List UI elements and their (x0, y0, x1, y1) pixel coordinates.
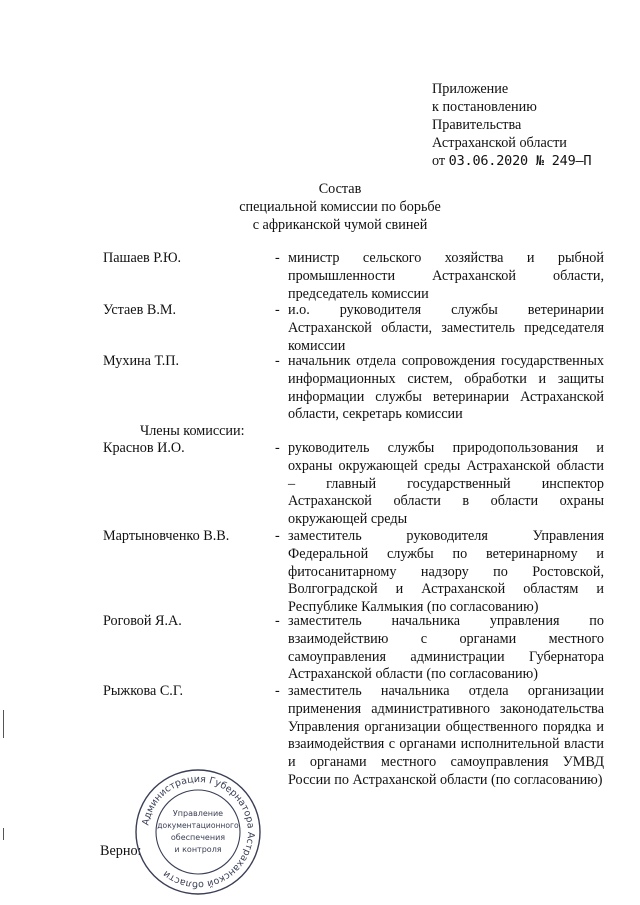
member-role: заместитель начальника управления по взаимодействию с органами местного самоуправления администрации Губернатора Астраханской области (по согласованию) (288, 613, 604, 683)
member-name: Мартыновченко В.В. (103, 528, 230, 544)
dash: - (275, 528, 280, 544)
appendix-date-prefix: от (432, 153, 446, 169)
appendix-date-number: 03.06.2020 № 249–П (448, 153, 592, 169)
stamp-line-2: документационного (157, 821, 239, 830)
title-line-1: Состав (318, 181, 362, 197)
dash: - (275, 250, 280, 266)
member-name: Краснов И.О. (103, 440, 185, 456)
appendix-block (432, 80, 591, 170)
member-role: заместитель начальника отдела организации применения административного законодательства Управления организации общественного порядка и взаимодействия с органами исполнительной власти и органами местного самоуправления УМВД России по Астраханской области (по согласованию) (288, 683, 604, 788)
member-role: начальник отдела сопровождения государственных информационных систем, обработки и защиты информации службы ветеринарии Астраханской области, секретарь комиссии (288, 353, 604, 423)
member-role: министр сельского хозяйства и рыбной промышленности Астраханской области, председатель комиссии (288, 250, 604, 302)
stamp-line-1: Управление (172, 809, 224, 818)
appendix-line-4: Астраханской области (432, 135, 567, 151)
stamp-ring-text: Администрация Губернатора Астраханской области (140, 773, 257, 891)
dash: - (275, 440, 280, 456)
member-name: Роговой Я.А. (103, 613, 182, 629)
scan-mark (3, 828, 4, 840)
member-name: Мухина Т.П. (103, 353, 180, 369)
dash: - (275, 302, 280, 318)
document-title (190, 180, 490, 234)
member-role: заместитель руководителя Управления Федеральной службы по ветеринарному и фитосанитарному надзору по Ростовской, Волгоградской и Астраханской областям и Республике Калмыкия (по согласованию) (288, 528, 604, 616)
stamp-line-3: обеспечения (170, 833, 226, 842)
official-stamp (134, 768, 262, 896)
member-name: Пашаев Р.Ю. (103, 250, 182, 266)
appendix-line-2: к постановлению (432, 99, 537, 115)
appendix-line-3: Правительства (432, 117, 522, 133)
dash: - (275, 613, 280, 629)
appendix-date-line (432, 152, 591, 170)
dash: - (275, 683, 280, 699)
stamp-line-4: и контроля (174, 845, 222, 854)
title-line-2: специальной комиссии по борьбе (239, 199, 441, 215)
member-name: Устаев В.М. (103, 302, 177, 318)
members-heading: Члены комиссии: (140, 423, 245, 439)
dash: - (275, 353, 280, 369)
verno-label: Верно: (100, 843, 142, 859)
title-line-3: с африканской чумой свиней (252, 217, 428, 233)
member-role: руководитель службы природопользования и охраны окружающей среды Астраханской области – главный государственный инспектор Астраханской области в области охраны окружающей среды (288, 440, 604, 528)
stamp-seal-icon (134, 768, 262, 896)
member-name: Рыжкова С.Г. (103, 683, 184, 699)
scan-mark (3, 710, 4, 738)
appendix-line-1: Приложение (432, 81, 509, 97)
member-role: и.о. руководителя службы ветеринарии Астраханской области, заместитель председателя комиссии (288, 302, 604, 354)
